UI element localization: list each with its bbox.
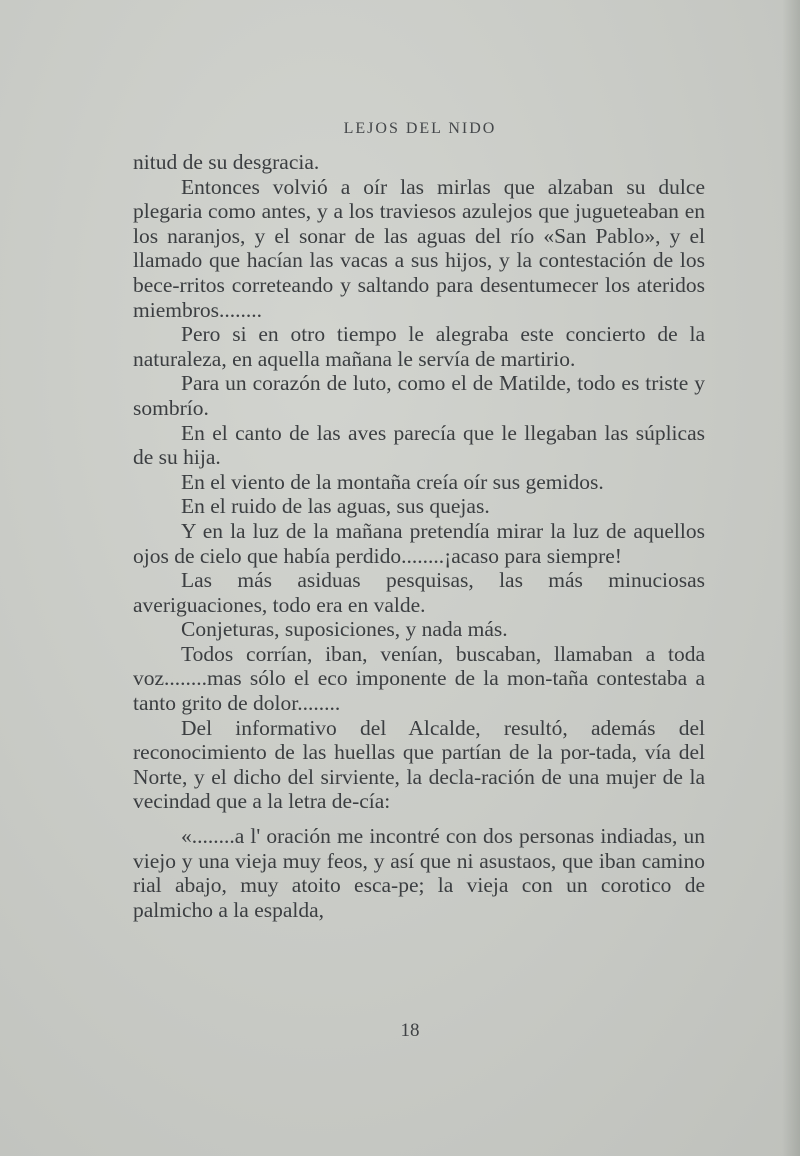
- body-text: [133, 150, 705, 922]
- paragraph: nitud de su desgracia.: [133, 150, 320, 174]
- paragraph: Pero si en otro tiempo le alegraba este concierto de la naturaleza, en aquella mañana le servía de martirio.: [133, 322, 705, 371]
- quoted-testimony: «........a l' oración me incontré con dos personas indiadas, un viejo y una vieja muy feos, y así que ni asustaos, que iban camino rial abajo, muy atoito esca-pe; la vieja con un corotico de palmicho a la espalda,: [133, 824, 705, 922]
- paragraph: Las más asiduas pesquisas, las más minuciosas averiguaciones, todo era en valde.: [133, 568, 705, 617]
- page-edge-shadow: [782, 0, 800, 1156]
- paragraph: Todos corrían, iban, venían, buscaban, llamaban a toda voz........mas sólo el eco imponente de la mon-taña contestaba a tanto grito de dolor........: [133, 641, 705, 716]
- paragraph: En el canto de las aves parecía que le llegaban las súplicas de su hija.: [133, 420, 705, 470]
- paragraph: En el viento de la montaña creía oír sus gemidos.: [181, 469, 604, 494]
- page-number: 18: [400, 1020, 420, 1041]
- running-title: LEJOS DEL NIDO: [343, 120, 497, 137]
- paragraph: Entonces volvió a oír las mirlas que alzaban su dulce plegaria como antes, y a los traviesos azulejos que jugueteaban en los naranjos, y el sonar de las aguas del río «San Pablo», y el llamado que hacían las vacas a sus hijos, y la contestación de los bece-rritos correteando y saltando para desentumecer los ateridos miembros........: [133, 174, 705, 322]
- paragraph: Para un corazón de luto, como el de Matilde, todo es triste y sombrío.: [133, 371, 705, 420]
- paragraph: Y en la luz de la mañana pretendía mirar la luz de aquellos ojos de cielo que había perdido........¡acaso para siempre!: [133, 518, 705, 568]
- paragraph: Del informativo del Alcalde, resultó, además del reconocimiento de las huellas que partían de la por-tada, vía del Norte, y el dicho del sirviente, la decla-ración de una mujer de la vecindad que a la letra de-cía:: [133, 715, 705, 814]
- paragraph: En el ruido de las aguas, sus quejas.: [181, 494, 490, 519]
- paragraph: Conjeturas, suposiciones, y nada más.: [181, 617, 508, 642]
